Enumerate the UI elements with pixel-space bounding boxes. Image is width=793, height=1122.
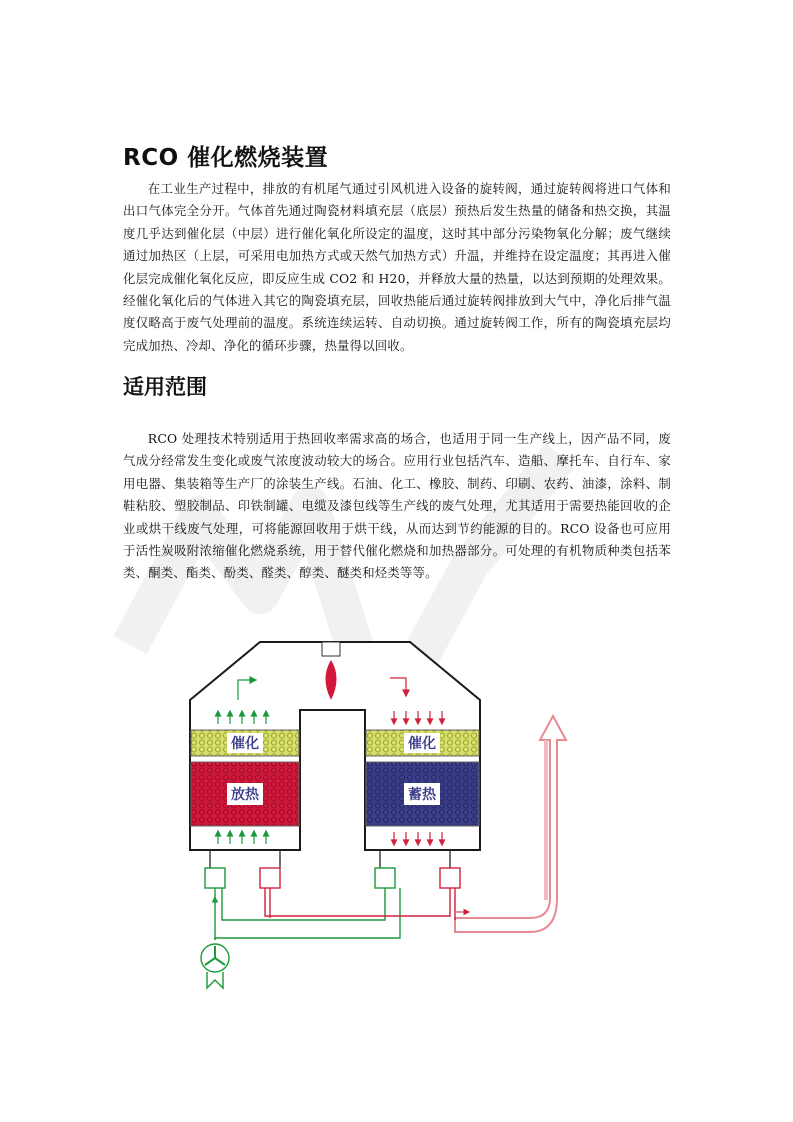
- left-catalyst-label: 催化: [231, 736, 259, 752]
- paragraph-rco-process: 在工业生产过程中，排放的有机尾气通过引风机进入设备的旋转阀，通过旋转阀将进口气体和出口气体完全分开。气体首先通过陶瓷材料填充层（底层）预热后发生热量的储备和热交换，其温度几乎达到催化层（中层）进行催化氧化所设定的温度，这时其中部分污染物氧化分解；废气继续通过加热区（上层，可采用电加热方式或天然气加热方式）升温，并维持在设定温度；其再进入催化层完成催化氧化反应，即反应生成 CO2 和 H20，并释放大量的热量，以达到预期的处理效果。经催化氧化后的气体进入其它的陶瓷填充层，回收热能后通过旋转阀排放到大气中，净化后排气温度仅略高于废气处理前的温度。系统连续运转、自动切换。通过旋转阀工作，所有的陶瓷填充层均完成加热、冷却、净化的循环步骤，热量得以回收。: [123, 181, 671, 353]
- right-catalyst-label: 催化: [408, 736, 436, 752]
- section-title-rco: RCO 催化燃烧装置: [123, 145, 329, 171]
- heat-release-label: 放热: [231, 787, 259, 803]
- duct-network: [205, 850, 460, 940]
- fan-icon: [201, 944, 229, 988]
- paragraph-application-scope: RCO 处理技术特别适用于热回收率需求高的场合，也适用于同一生产线上，因产品不同，废气成分经常发生变化或废气浓度波动较大的场合。应用行业包括汽车、造船、摩托车、自行车、家用电器、集装箱等生产厂的涂装生产线。石油、化工、橡胶、制药、印刷、农药、油漆，涂料、制鞋粘胶、塑胶制品、印铁制罐、电缆及漆包线等生产线的废气处理，尤其适用于需要热能回收的企业或烘干线废气处理，可将能源回收用于烘干线，从而达到节约能源的目的。RCO 设备也可应用于活性炭吸附浓缩催化燃烧系统，用于替代催化燃烧和加热器部分。可处理的有机物质种类包括苯类、酮类、酯类、酚类、醛类、醇类、醚类和烃类等等。: [123, 431, 671, 581]
- rco-process-diagram: [110, 620, 610, 1000]
- burner-box: [322, 642, 340, 656]
- section-title-scope: 适用范围: [123, 375, 207, 399]
- heat-storage-label: 蓄热: [408, 787, 436, 803]
